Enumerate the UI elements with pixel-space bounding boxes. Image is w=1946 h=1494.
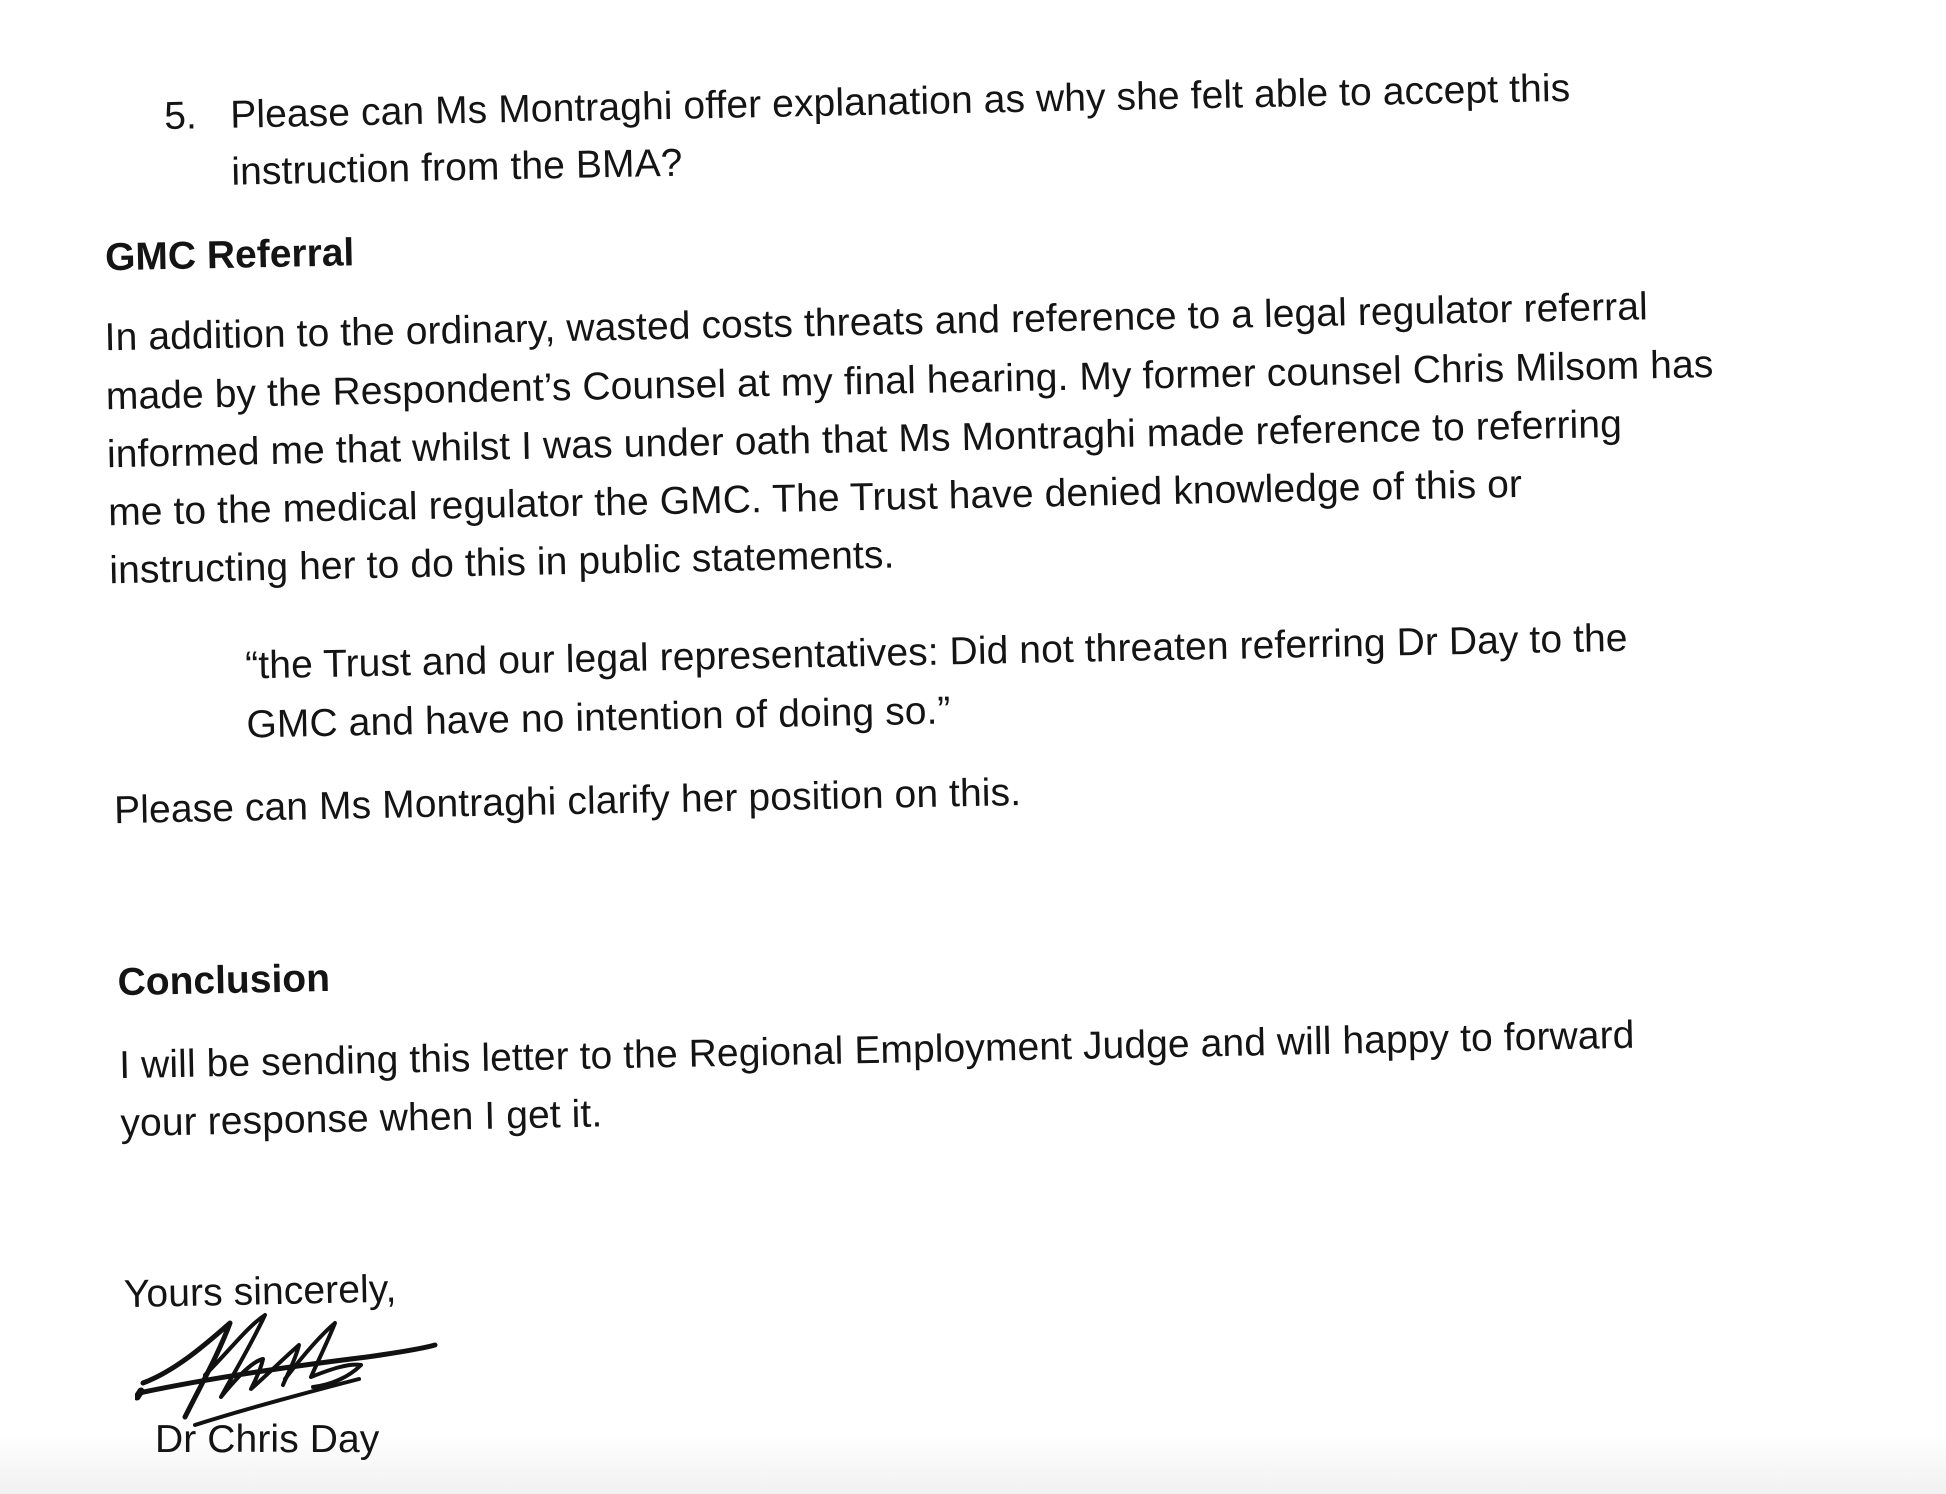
gmc-paragraph-line-2: made by the Respondent’s Counsel at my final hearing. My former counsel Chris Milsom has	[105, 343, 1714, 419]
gmc-paragraph-line-3: informed me that whilst I was under oath that Ms Montraghi made reference to referring	[106, 402, 1623, 477]
conclusion-line-2: your response when I get it.	[120, 1092, 603, 1146]
gmc-paragraph-line-1: In addition to the ordinary, wasted costs threats and reference to a legal regulator referral	[104, 285, 1649, 360]
gmc-paragraph-line-5: instructing her to do this in public statements.	[108, 533, 895, 593]
item5-line-2: instruction from the BMA?	[230, 141, 683, 194]
handwritten-signature	[135, 1305, 455, 1435]
clarify-request: Please can Ms Montraghi clarify her position on this.	[113, 770, 1022, 833]
gmc-paragraph-line-4: me to the medical regulator the GMC. The Trust have denied knowledge of this or	[107, 462, 1523, 535]
quote-line-2: GMC and have no intention of doing so.”	[246, 689, 951, 747]
conclusion-line-1: I will be sending this letter to the Regional Employment Judge and will happy to forward	[118, 1013, 1635, 1088]
closing-salutation: Yours sincerely,	[123, 1267, 397, 1317]
signatory-name: Dr Chris Day	[155, 1418, 380, 1461]
gmc-referral-heading: GMC Referral	[104, 231, 355, 280]
list-number: 5.	[163, 94, 198, 139]
item5-line-1: Please can Ms Montraghi offer explanation as why she felt able to accept this	[229, 66, 1571, 137]
quote-line-1: “the Trust and our legal representatives: Did not threaten referring Dr Day to the	[244, 616, 1629, 688]
conclusion-heading: Conclusion	[117, 956, 331, 1005]
